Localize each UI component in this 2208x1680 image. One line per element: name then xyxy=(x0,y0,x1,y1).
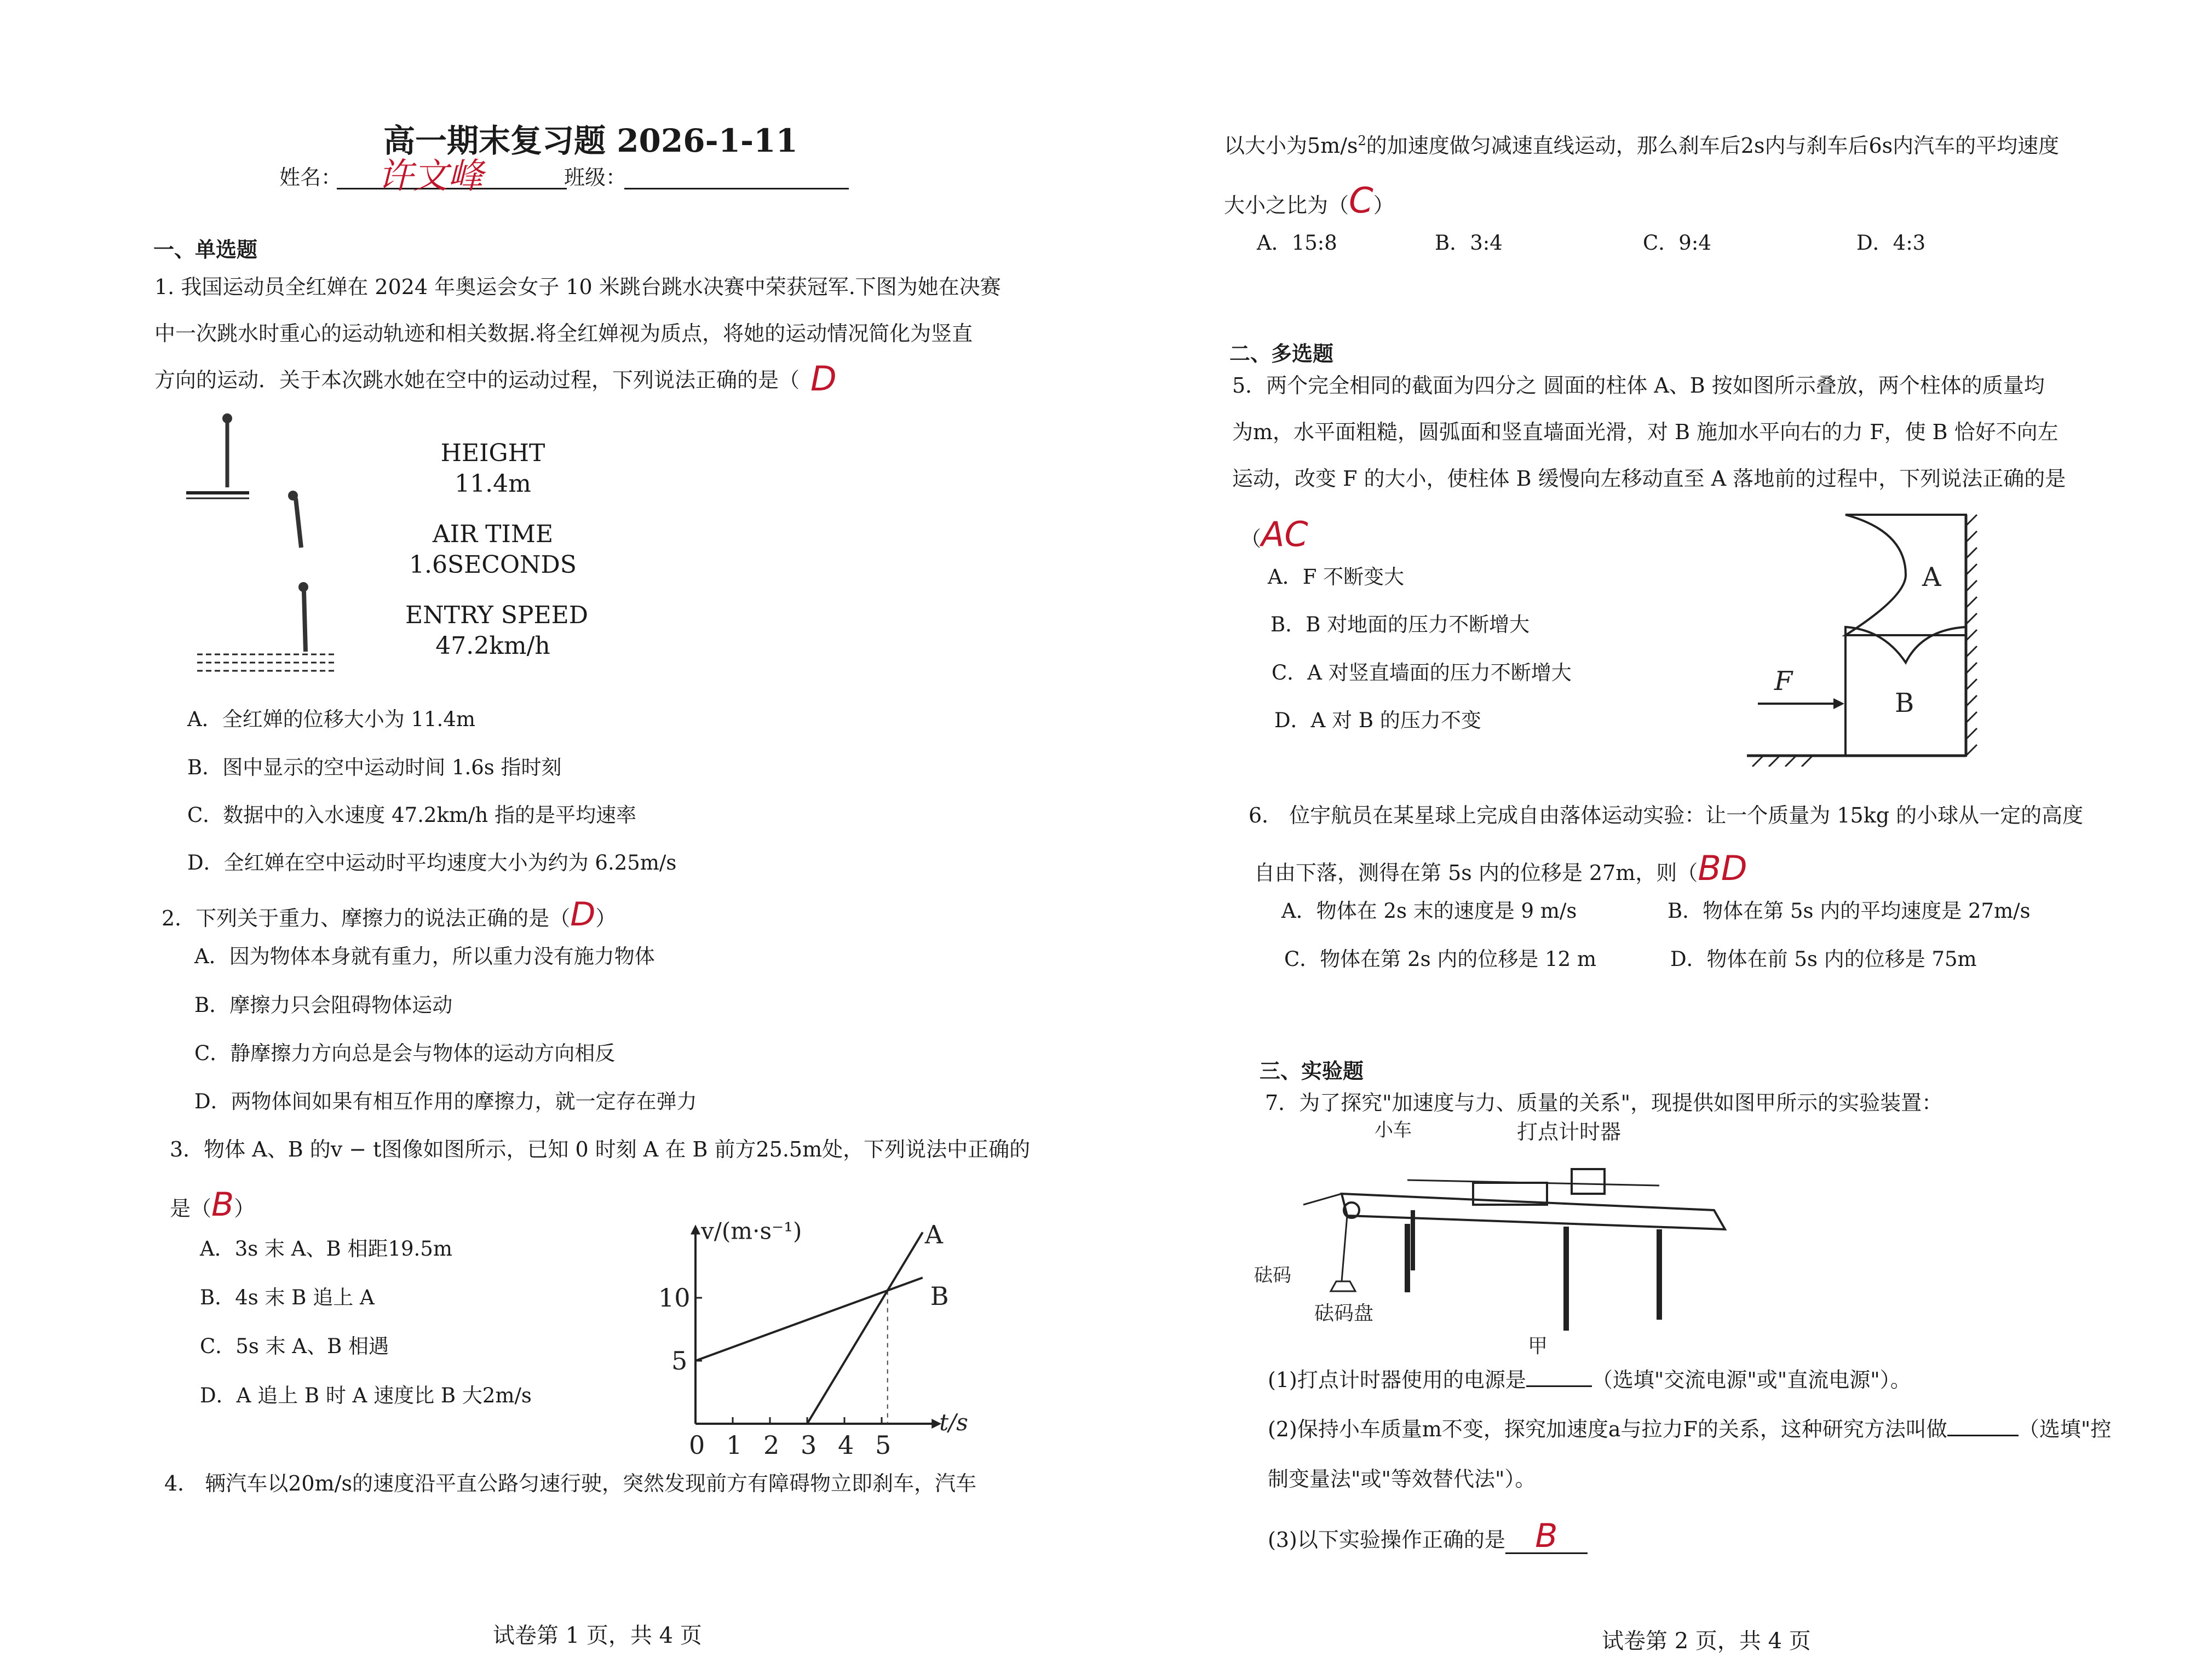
q4-sup: 2 xyxy=(1358,133,1366,148)
name-handwritten: 许文峰 xyxy=(378,156,483,197)
ground-hatching xyxy=(1752,756,1813,767)
q6-answer-handwritten: BD xyxy=(1698,848,1747,888)
q4-cont-text-1: 的加速度做匀减速直线运动，那么刹车后2s内与刹车后6s内汽车的平均速度 xyxy=(1366,134,2060,158)
q7-part1-tail: （选填"交流电源"或"直流电源"）。 xyxy=(1591,1368,1911,1392)
label-cart: 小车 xyxy=(1375,1119,1412,1141)
q7-part2-blank xyxy=(1947,1418,2019,1436)
x-tick-label: 2 xyxy=(763,1430,780,1460)
q2-option-c: C．静摩擦力方向总是会与物体的运动方向相反 xyxy=(194,1042,616,1065)
q7-part3-answer: B xyxy=(1505,1520,1588,1554)
q7-part3-text: (3)以下实验操作正确的是 xyxy=(1268,1528,1505,1552)
q3-option-d: D．A 追上 B 时 A 速度比 B 大2m/s xyxy=(200,1384,532,1407)
q2-close: ） xyxy=(595,906,617,930)
q7-part1 xyxy=(1268,1369,1911,1390)
y-tick-label: 5 xyxy=(671,1346,688,1376)
page1-footer: 试卷第 1 页，共 4 页 xyxy=(493,1623,702,1648)
figure-airtime-label: AIR TIME xyxy=(432,520,554,548)
figure-height-label: HEIGHT xyxy=(440,439,545,467)
q7-part2 xyxy=(1268,1418,2111,1440)
series-line-b xyxy=(695,1278,923,1361)
vt-chart xyxy=(641,1161,1013,1468)
q3-option-c: C．5s 末 A、B 相遇 xyxy=(200,1334,389,1358)
q4-cont-line1 xyxy=(1224,134,2059,156)
q1-option-d: D．全红婵在空中运动时平均速度大小为约为 6.25m/s xyxy=(187,851,677,874)
q3-option-a: A．3s 末 A、B 相距19.5m xyxy=(200,1237,452,1261)
chart-series xyxy=(695,1219,949,1424)
q6-option-a: A．物体在 2s 末的速度是 9 m/s xyxy=(1281,899,1577,923)
q6-option-c: C．物体在第 2s 内的位移是 12 m xyxy=(1284,947,1597,971)
q4-cont-line2 xyxy=(1224,181,1394,221)
q3-close: ） xyxy=(234,1196,255,1221)
x-tick-label: 4 xyxy=(838,1430,854,1460)
figure-entryspeed-value: 47.2km/h xyxy=(435,632,550,660)
q7-part2-text: (2)保持小车质量m不变，探究加速度a与拉力F的关系，这种研究方法叫做 xyxy=(1268,1417,1947,1441)
weight-pan-shape xyxy=(1331,1281,1355,1291)
y-tick-label: 10 xyxy=(658,1283,691,1313)
q6-option-b: B．物体在第 5s 内的平均速度是 27m/s xyxy=(1668,899,2031,923)
q5-line-3: 运动，改变 F 的大小，使柱体 B 缓慢向左移动直至 A 落地前的过程中，下列说法正确的是 xyxy=(1232,467,2066,491)
section-single-choice: 一、单选题 xyxy=(153,237,258,262)
q3-option-b: B．4s 末 B 追上 A xyxy=(200,1286,375,1309)
q4-option-c: C．9:4 xyxy=(1643,231,1711,255)
label-caption: 甲 xyxy=(1528,1335,1548,1357)
figure-height-value: 11.4m xyxy=(455,470,531,498)
q2-option-a: A．因为物体本身就有重力，所以重力没有施力物体 xyxy=(194,945,655,968)
q5-line-1: 5．两个完全相同的截面为四分之 圆面的柱体 A、B 按如图所示叠放，两个柱体的质量均 xyxy=(1232,373,2045,398)
q4-stem-line1: 4． 辆汽车以20m/s的速度沿平直公路匀速行驶，突然发现前方有障碍物立即刹车，汽车 xyxy=(164,1471,976,1495)
q5-line-2: 为m，水平面粗糙，圆弧面和竖直墙面光滑，对 B 施加水平向右的力 F，使 B 恰好不向左 xyxy=(1232,420,2058,444)
table-top xyxy=(1342,1194,1725,1229)
q7-part2-tail: （选填"控 xyxy=(2018,1417,2112,1441)
chart-axes xyxy=(691,1217,968,1436)
series-label-b: B xyxy=(930,1281,949,1311)
q5-answer-handwritten: AC xyxy=(1261,514,1308,554)
name-label: 姓名： xyxy=(279,165,342,189)
label-a: A xyxy=(1922,562,1941,592)
q4-option-d: D．4:3 xyxy=(1856,231,1926,255)
q2-option-d: D．两物体间如果有相互作用的摩擦力，就一定存在弹力 xyxy=(194,1090,697,1113)
series-label-a: A xyxy=(924,1219,944,1250)
x-tick-label: 1 xyxy=(726,1430,743,1460)
q1-option-a: A．全红婵的位移大小为 11.4m xyxy=(187,707,475,731)
q7-stem: 7．为了探究"加速度与力、质量的关系"，现提供如图甲所示的实验装置： xyxy=(1265,1091,1943,1115)
q1-line-1: 1. 我国运动员全红婵在 2024 年奥运会女子 10 米跳台跳水决赛中荣获冠军.下图为她在决赛 xyxy=(154,275,1001,299)
x-tick-label: 5 xyxy=(875,1430,892,1460)
class-label: 班级： xyxy=(564,165,627,189)
x-tick-label: 3 xyxy=(801,1430,817,1460)
q1-line-3: 方向的运动．关于本次跳水她在空中的运动过程，下列说法正确的是（ xyxy=(154,368,800,392)
q7-part3 xyxy=(1268,1517,1588,1555)
chart-ticks xyxy=(658,1283,891,1460)
q7-part2-line2: 制变量法"或"等效替代法"）。 xyxy=(1268,1467,1536,1491)
q6-line-2 xyxy=(1254,848,1747,888)
q4-cont-text-2: 大小之比为（ xyxy=(1224,193,1349,217)
q5-paren: （ xyxy=(1240,527,1262,551)
section-multi-choice: 二、多选题 xyxy=(1229,341,1334,366)
q5-answer-line xyxy=(1240,514,1308,554)
q4-option-b: B．3:4 xyxy=(1435,231,1503,255)
q5-option-b: B．B 对地面的压力不断增大 xyxy=(1270,613,1530,636)
figure-airtime-value: 1.6SECONDS xyxy=(409,551,577,579)
q4-prefix: 以大小为5m/s xyxy=(1224,134,1358,158)
q3-stem-2 xyxy=(170,1186,255,1224)
page2-footer: 试卷第 2 页，共 4 页 xyxy=(1602,1629,1811,1654)
q2-stem-text: 2．下列关于重力、摩擦力的说法正确的是（ xyxy=(162,906,571,930)
q6-line-1: 6． 位宇航员在某星球上完成自由落体运动实验：让一个质量为 15kg 的小球从一定的高度 xyxy=(1249,803,2084,827)
q2-option-b: B．摩擦力只会阻碍物体运动 xyxy=(194,993,453,1017)
label-force: F xyxy=(1774,666,1793,697)
force-arrow-head xyxy=(1833,698,1844,709)
q6-option-d: D．物体在前 5s 内的位移是 75m xyxy=(1670,947,1977,971)
cylinder-a-shape xyxy=(1845,515,1966,635)
q1-figure-data xyxy=(405,438,589,661)
q2-stem xyxy=(162,895,617,934)
q3-stem-2-text: 是（ xyxy=(170,1196,212,1221)
diver-figure xyxy=(181,411,361,679)
q5-figure xyxy=(1741,509,1982,767)
series-line-a xyxy=(807,1232,923,1424)
label-pan: 砝码盘 xyxy=(1314,1302,1374,1325)
label-b: B xyxy=(1895,688,1914,718)
q6-line-2-text: 自由下落，测得在第 5s 内的位移是 27m，则（ xyxy=(1254,861,1698,885)
q7-apparatus-figure xyxy=(1243,1117,1736,1358)
q1-option-c: C．数据中的入水速度 47.2km/h 指的是平均速率 xyxy=(187,803,637,827)
q3-stem: 3．物体 A、B 的v − t图像如图所示，已知 0 时刻 A 在 B 前方25.5m处，下列说法中正确的 xyxy=(170,1137,1031,1161)
q5-option-d: D．A 对 B 的压力不变 xyxy=(1274,709,1481,732)
q1-option-b: B．图中显示的空中运动时间 1.6s 指时刻 xyxy=(187,756,562,779)
class-field-line xyxy=(624,178,849,189)
q4-close: ） xyxy=(1373,193,1394,217)
q5-option-a: A．F 不断变大 xyxy=(1268,565,1405,589)
q3-answer-handwritten: B xyxy=(211,1186,234,1224)
q5-option-c: C．A 对竖直墙面的压力不断增大 xyxy=(1272,661,1572,684)
page-title: 高一期末复习题 2026-1-11 xyxy=(383,122,798,159)
q1-line-2: 中一次跳水时重心的运动轨迹和相关数据.将全红婵视为质点，将她的运动情况简化为竖直 xyxy=(154,321,973,346)
q4-answer-handwritten: C xyxy=(1349,181,1373,221)
label-timer: 打点计时器 xyxy=(1517,1120,1622,1144)
q1-answer-handwritten: D xyxy=(810,359,837,399)
q7-part1-blank xyxy=(1526,1369,1592,1387)
figure-entryspeed-label: ENTRY SPEED xyxy=(405,601,589,629)
q2-answer-handwritten: D xyxy=(570,895,596,934)
q7-part1-text: (1)打点计时器使用的电源是 xyxy=(1268,1368,1526,1392)
q4-option-a: A．15:8 xyxy=(1257,231,1337,255)
x-axis-label: t/s xyxy=(939,1409,968,1436)
wall-hatching xyxy=(1966,515,1977,756)
y-axis-arrow xyxy=(691,1224,700,1234)
timer-shape xyxy=(1572,1169,1605,1194)
label-weight: 砝码 xyxy=(1254,1264,1291,1286)
section-experiment: 三、实验题 xyxy=(1260,1058,1364,1083)
x-tick-label: 0 xyxy=(689,1430,705,1460)
y-axis-label: v/(m·s⁻¹) xyxy=(701,1217,802,1245)
